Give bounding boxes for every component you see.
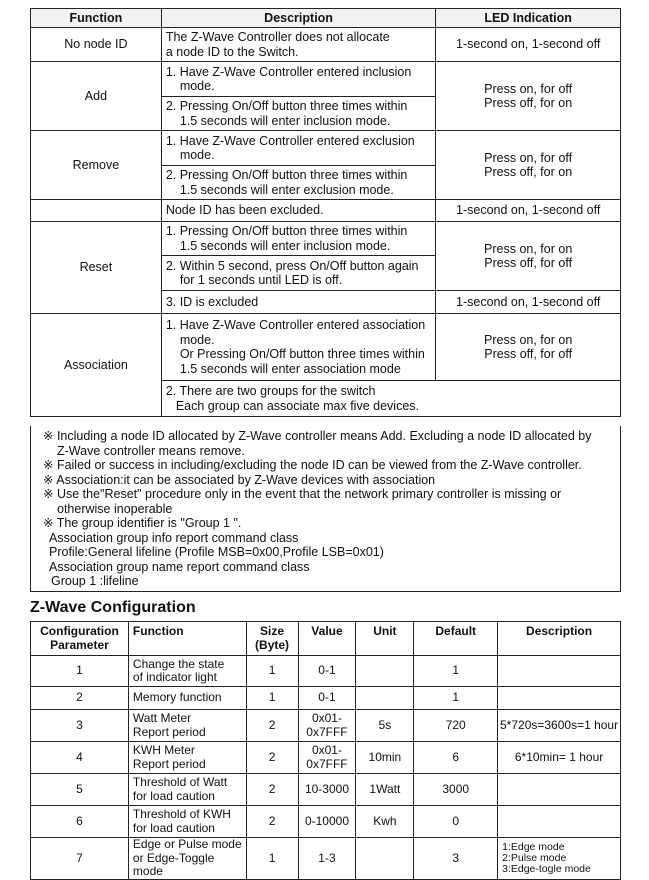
- function-cell-line: Report period: [132, 756, 206, 771]
- description-cell: [161, 166, 436, 200]
- table-row: [31, 62, 621, 97]
- unit-cell: [356, 710, 414, 742]
- description-cell: [498, 687, 621, 710]
- unit-cell: [356, 774, 414, 806]
- param-cell: [31, 710, 129, 742]
- table-header-row: [31, 9, 621, 28]
- unit-cell: [356, 687, 414, 710]
- size-cell-line: 2: [268, 749, 276, 764]
- function-cell: [128, 838, 246, 880]
- description-cell-line: 5*720s=3600s=1 hour: [500, 717, 619, 732]
- description-cell: [161, 381, 620, 417]
- size-cell: [246, 656, 298, 687]
- notes-section: [30, 426, 621, 592]
- default-cell-line: 1: [452, 663, 460, 678]
- description-cell: [161, 97, 436, 131]
- unit-cell-line: 1Watt: [369, 781, 401, 796]
- note-line: Association group info report command class: [49, 530, 299, 545]
- function-cell-line: Memory function: [132, 690, 222, 705]
- description-line: 2. Within 5 second, press On/Off button again: [165, 258, 419, 273]
- size-cell-line: 2: [268, 717, 276, 732]
- description-line: for 1 seconds until LED is off.: [179, 273, 343, 287]
- function-cell-line: Threshold of KWH: [132, 807, 231, 821]
- function-cell: [128, 742, 246, 774]
- header-led-indication: LED Indication: [436, 9, 621, 28]
- description-line: mode.: [179, 332, 215, 347]
- description-cell-line: 6*10min= 1 hour: [514, 749, 604, 764]
- value-cell: [298, 687, 356, 710]
- value-cell: [298, 742, 356, 774]
- value-cell: [298, 656, 356, 687]
- function-cell-line: Change the state: [132, 656, 225, 671]
- table-row: [31, 806, 621, 838]
- size-cell-line: 2: [268, 781, 276, 796]
- note-item: [43, 487, 614, 516]
- note-item: [43, 429, 614, 458]
- note-line: Z-Wave controller means remove.: [57, 443, 245, 458]
- size-cell: [246, 806, 298, 838]
- description-id-excluded: 3. ID is excluded: [161, 291, 436, 314]
- led-line: Press off, for off: [484, 347, 573, 361]
- value-cell: [298, 710, 356, 742]
- value-cell: [298, 806, 356, 838]
- size-cell-line: 1: [268, 850, 276, 865]
- note-line: otherwise inoperable: [57, 501, 173, 516]
- size-cell-line: 2: [268, 813, 276, 828]
- description-line: 1. Have Z-Wave Controller entered association: [165, 318, 426, 332]
- description-line: 1.5 seconds will enter inclusion mode.: [179, 113, 391, 128]
- unit-cell: [356, 838, 414, 880]
- description-cell-line: 3:Edge-togle mode: [502, 862, 591, 875]
- default-cell: [414, 687, 498, 710]
- size-cell: [246, 742, 298, 774]
- default-cell: [414, 656, 498, 687]
- table-row: [31, 131, 621, 166]
- param-cell: [31, 838, 129, 880]
- size-cell: [246, 838, 298, 880]
- default-cell: [414, 838, 498, 880]
- value-cell-line: 10-3000: [304, 781, 349, 796]
- note-item: ※ The group identifier is "Group 1 ".: [43, 516, 242, 530]
- size-cell-line: 1: [268, 663, 276, 678]
- header-function: Function: [31, 9, 162, 28]
- value-cell-line: 0-1: [318, 663, 336, 678]
- function-reset: Reset: [31, 222, 162, 314]
- function-cell-line: Threshold of Watt: [132, 775, 228, 789]
- description-line: Each group can associate max five devices.: [175, 398, 419, 413]
- table-row: [31, 314, 621, 381]
- header-line: (Byte): [255, 637, 290, 652]
- header-description: Description: [498, 622, 621, 656]
- configuration-table: [30, 621, 621, 880]
- value-cell-line: 0x01-: [311, 743, 342, 757]
- description-line: Or Pressing On/Off button three times within: [179, 347, 425, 361]
- description-cell: [498, 742, 621, 774]
- param-cell-line: 3: [76, 717, 83, 732]
- header-parameter: [31, 622, 129, 656]
- table-row: [31, 222, 621, 256]
- function-cell-line: of indicator light: [132, 670, 217, 684]
- table-row: [31, 200, 621, 222]
- note-line: Association group name report command class: [49, 559, 310, 574]
- description-cell: [498, 806, 621, 838]
- unit-cell: [356, 656, 414, 687]
- description-cell: [161, 314, 436, 381]
- description-line: 1.5 seconds will enter exclusion mode.: [179, 182, 394, 197]
- led-function-table: [30, 8, 621, 417]
- header-line: Size: [260, 624, 285, 638]
- description-node-excluded: Node ID has been excluded.: [161, 200, 436, 222]
- description-line: 2. There are two groups for the switch: [165, 384, 376, 398]
- description-cell-line: 2:Pulse mode: [502, 851, 567, 864]
- led-line: Press off, for on: [484, 96, 573, 110]
- table-row: [31, 687, 621, 710]
- led-indication: [436, 222, 621, 291]
- value-cell: [298, 838, 356, 880]
- led-indication: [436, 131, 621, 200]
- description-line: 2. Pressing On/Off button three times within: [165, 99, 408, 113]
- note-item: ※ Association:it can be associated by Z-Wave devices with association: [43, 472, 436, 487]
- function-cell: [128, 774, 246, 806]
- param-cell: [31, 687, 129, 710]
- unit-cell-line: 5s: [378, 717, 392, 732]
- function-association: Association: [31, 314, 162, 417]
- description-line: 1. Pressing On/Off button three times within: [165, 224, 408, 238]
- default-cell-line: 0: [452, 813, 460, 828]
- header-function: Function: [128, 622, 246, 656]
- note-line: ※ Use the"Reset" procedure only in the event that the network primary controller is missing or: [43, 487, 562, 501]
- description-line: The Z-Wave Controller does not allocate: [165, 30, 390, 44]
- function-cell-line: Watt Meter: [132, 711, 192, 725]
- param-cell-line: 5: [76, 781, 83, 796]
- unit-cell-line: 10min: [368, 749, 402, 764]
- description-line: a node ID to the Switch.: [165, 44, 299, 59]
- led-line: Press on, for off: [484, 150, 573, 165]
- led-indication: 1-second on, 1-second off: [436, 28, 621, 62]
- note-line: ※ Including a node ID allocated by Z-Wave controller means Add. Excluding a node ID allocated by: [43, 429, 592, 443]
- led-indication: [436, 62, 621, 131]
- function-cell-line: or Edge-Toggle mode: [132, 850, 215, 878]
- function-cell-line: for load caution: [132, 820, 215, 835]
- note-item: ※ Failed or success in including/excluding the node ID can be viewed from the Z-Wave controller.: [43, 458, 582, 472]
- table-row: [31, 656, 621, 687]
- param-cell-line: 1: [76, 663, 83, 678]
- function-cell: [128, 656, 246, 687]
- unit-cell-line: Kwh: [373, 813, 397, 828]
- param-cell: [31, 806, 129, 838]
- size-cell: [246, 774, 298, 806]
- value-cell-line: 0x01-: [311, 711, 342, 725]
- led-line: Press on, for on: [484, 241, 573, 256]
- description-cell: [498, 710, 621, 742]
- description-line: 1.5 seconds will enter inclusion mode.: [179, 238, 391, 253]
- function-remove: Remove: [31, 131, 162, 200]
- led-line: Press off, for on: [484, 165, 573, 179]
- header-default: Default: [414, 622, 498, 656]
- led-indication: 1-second on, 1-second off: [436, 291, 621, 314]
- default-cell-line: 720: [445, 717, 466, 732]
- function-add: Add: [31, 62, 162, 131]
- description-cell: [161, 256, 436, 291]
- description-line: 1.5 seconds will enter association mode: [179, 361, 401, 376]
- table-row: [31, 742, 621, 774]
- function-cell: [128, 806, 246, 838]
- header-unit: Unit: [356, 622, 414, 656]
- description-line: 1. Have Z-Wave Controller entered inclusion: [165, 64, 412, 79]
- size-cell-line: 1: [268, 690, 276, 705]
- param-cell-line: 7: [76, 850, 83, 865]
- description-cell: [161, 222, 436, 256]
- description-cell: [161, 131, 436, 166]
- default-cell: [414, 742, 498, 774]
- param-cell-line: 2: [76, 690, 83, 705]
- value-cell-line: 1-3: [318, 850, 336, 865]
- header-line: Parameter: [50, 637, 109, 652]
- description-line: mode.: [179, 79, 215, 93]
- value-cell-line: 0x7FFF: [306, 724, 348, 739]
- param-cell: [31, 774, 129, 806]
- description-cell: [498, 656, 621, 687]
- default-cell-line: 3: [452, 850, 460, 865]
- led-line: Press on, for off: [484, 81, 573, 96]
- param-cell: [31, 742, 129, 774]
- description-cell: [498, 838, 621, 880]
- table-row: [31, 710, 621, 742]
- table-row: [31, 774, 621, 806]
- note-line: Group 1 :lifeline: [51, 574, 139, 588]
- default-cell-line: 6: [452, 749, 460, 764]
- description-cell: [498, 774, 621, 806]
- value-cell-line: 0x7FFF: [306, 756, 348, 771]
- unit-cell: [356, 806, 414, 838]
- size-cell: [246, 710, 298, 742]
- function-cell: [128, 710, 246, 742]
- default-cell: [414, 774, 498, 806]
- function-no-node-id: No node ID: [31, 28, 162, 62]
- led-indication: [436, 314, 621, 381]
- description-cell-line: 1:Edge mode: [502, 840, 565, 853]
- description-cell: [161, 28, 436, 62]
- default-cell: [414, 806, 498, 838]
- default-cell-line: 3000: [442, 781, 470, 796]
- param-cell-line: 4: [76, 749, 83, 764]
- description-cell: [161, 62, 436, 97]
- value-cell-line: 0-1: [318, 690, 336, 705]
- function-empty: [31, 200, 162, 222]
- led-line: Press on, for on: [484, 332, 573, 347]
- description-line: mode.: [179, 148, 215, 162]
- led-line: Press off, for off: [484, 256, 573, 270]
- header-size: [246, 622, 298, 656]
- param-cell-line: 6: [76, 813, 83, 828]
- param-cell: [31, 656, 129, 687]
- function-cell-line: for load caution: [132, 788, 215, 803]
- note-line: Profile:General lifeline (Profile MSB=0x00,Profile LSB=0x01): [49, 545, 384, 559]
- section-title: Z-Wave Configuration: [30, 599, 196, 616]
- function-cell-line: Report period: [132, 724, 206, 739]
- function-cell: [128, 687, 246, 710]
- header-line: Configuration: [40, 624, 119, 638]
- led-indication: 1-second on, 1-second off: [436, 200, 621, 222]
- function-cell-line: KWH Meter: [132, 743, 195, 757]
- function-cell-line: Edge or Pulse mode: [132, 837, 242, 851]
- value-cell-line: 0-10000: [304, 813, 349, 828]
- default-cell-line: 1: [452, 690, 460, 705]
- description-line: 2. Pressing On/Off button three times within: [165, 168, 408, 182]
- default-cell: [414, 710, 498, 742]
- value-cell: [298, 774, 356, 806]
- description-line: 1. Have Z-Wave Controller entered exclusion: [165, 133, 415, 148]
- configuration-rows: [31, 656, 621, 880]
- size-cell: [246, 687, 298, 710]
- table-row: [31, 838, 621, 880]
- table-row: [31, 28, 621, 62]
- table-header-row: [31, 622, 621, 656]
- header-value: Value: [298, 622, 356, 656]
- unit-cell: [356, 742, 414, 774]
- header-description: Description: [161, 9, 436, 28]
